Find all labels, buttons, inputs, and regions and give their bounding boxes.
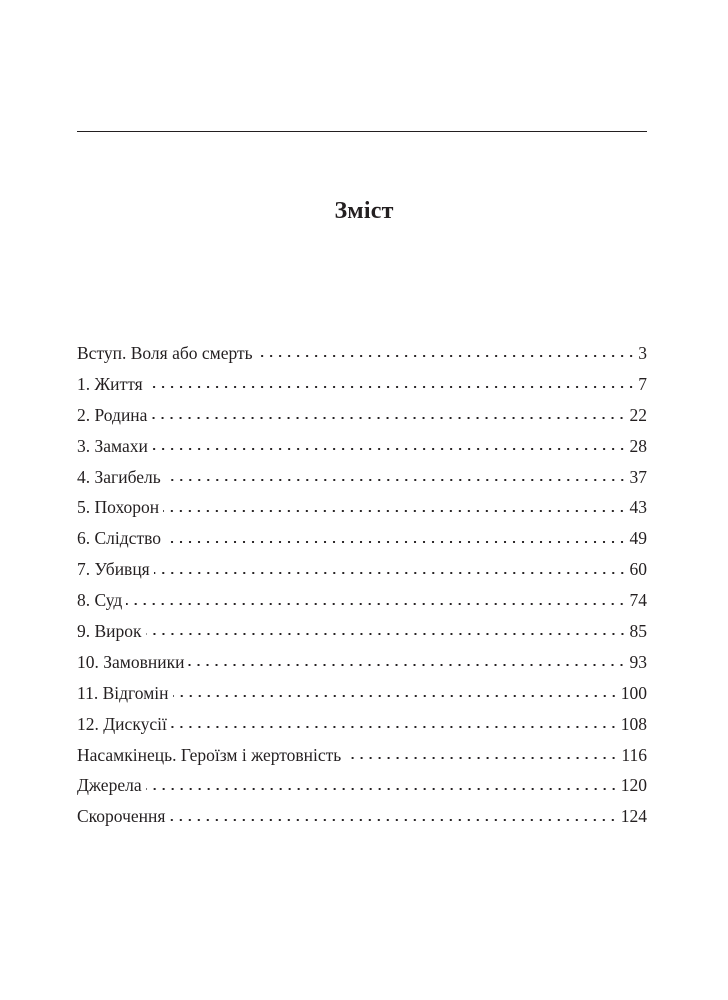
dot-leader xyxy=(169,819,617,821)
toc-entry-page-number: 74 xyxy=(629,590,647,611)
toc-entry xyxy=(77,462,647,493)
dot-leader xyxy=(163,510,626,512)
toc-entry-title: 11. Відгомін xyxy=(77,682,169,703)
toc-entry-title: 8. Суд xyxy=(77,590,123,611)
toc-entry-page-number: 85 xyxy=(629,621,647,642)
table-of-contents xyxy=(77,338,647,832)
toc-entry xyxy=(77,431,647,462)
toc-entry-title: 6. Слідство xyxy=(77,528,161,549)
toc-entry-title: 9. Вирок xyxy=(77,621,142,642)
toc-entry xyxy=(77,647,647,678)
toc-entry-title: 12. Дискусії xyxy=(77,713,167,734)
toc-entry xyxy=(77,709,647,740)
toc-entry xyxy=(77,770,647,801)
dot-leader xyxy=(171,726,618,728)
toc-entry-title: Скорочення xyxy=(77,806,166,827)
toc-entry-title: Насамкінець. Героїзм і жертовність xyxy=(77,744,342,765)
dot-leader xyxy=(146,788,618,790)
dot-leader xyxy=(173,695,618,697)
page-title: Зміст xyxy=(334,198,394,225)
toc-entry xyxy=(77,801,647,832)
toc-entry-page-number: 7 xyxy=(638,373,647,394)
dot-leader xyxy=(257,355,636,357)
toc-entry-page-number: 124 xyxy=(620,806,647,827)
toc-entry-title: 5. Похорон xyxy=(77,497,160,518)
dot-leader xyxy=(188,664,626,666)
toc-entry-page-number: 3 xyxy=(638,343,647,363)
toc-entry xyxy=(77,740,647,771)
toc-entry-page-number: 108 xyxy=(620,713,647,734)
toc-entry-page-number: 49 xyxy=(629,528,647,549)
toc-entry xyxy=(77,554,647,585)
toc-entry-page-number: 116 xyxy=(621,744,647,765)
toc-entry-page-number: 100 xyxy=(620,682,647,703)
dot-leader xyxy=(165,479,627,481)
toc-entry xyxy=(77,678,647,709)
dot-leader xyxy=(126,603,626,605)
toc-entry-page-number: 43 xyxy=(629,497,647,518)
dot-leader xyxy=(146,633,627,635)
toc-entry xyxy=(77,492,647,523)
toc-entry-title: 4. Загибель xyxy=(77,466,161,487)
toc-entry-page-number: 37 xyxy=(629,466,647,487)
toc-entry-title: Вступ. Воля або смерть xyxy=(77,343,253,363)
toc-entry-title: 7. Убивця xyxy=(77,559,150,580)
toc-entry-title: 3. Замахи xyxy=(77,435,148,456)
toc-entry-title: 1. Життя xyxy=(77,373,143,394)
toc-entry-title: 2. Родина xyxy=(77,404,148,425)
toc-entry-title: Джерела xyxy=(77,775,142,796)
dot-leader xyxy=(151,417,626,419)
dot-leader xyxy=(154,572,627,574)
toc-entry-page-number: 120 xyxy=(620,775,647,796)
toc-entry xyxy=(77,523,647,554)
toc-entry xyxy=(77,338,647,369)
toc-entry xyxy=(77,585,647,616)
toc-entry-page-number: 28 xyxy=(629,435,647,456)
toc-entry xyxy=(77,400,647,431)
toc-entry xyxy=(77,369,647,400)
dot-leader xyxy=(147,386,636,388)
toc-entry-page-number: 93 xyxy=(629,651,647,672)
toc-entry-page-number: 60 xyxy=(629,559,647,580)
dot-leader xyxy=(345,757,618,759)
toc-entry xyxy=(77,616,647,647)
dot-leader xyxy=(152,448,627,450)
toc-entry-title: 10. Замовники xyxy=(77,651,185,672)
top-rule xyxy=(77,131,647,132)
dot-leader xyxy=(165,541,627,543)
toc-entry-page-number: 22 xyxy=(629,404,647,425)
